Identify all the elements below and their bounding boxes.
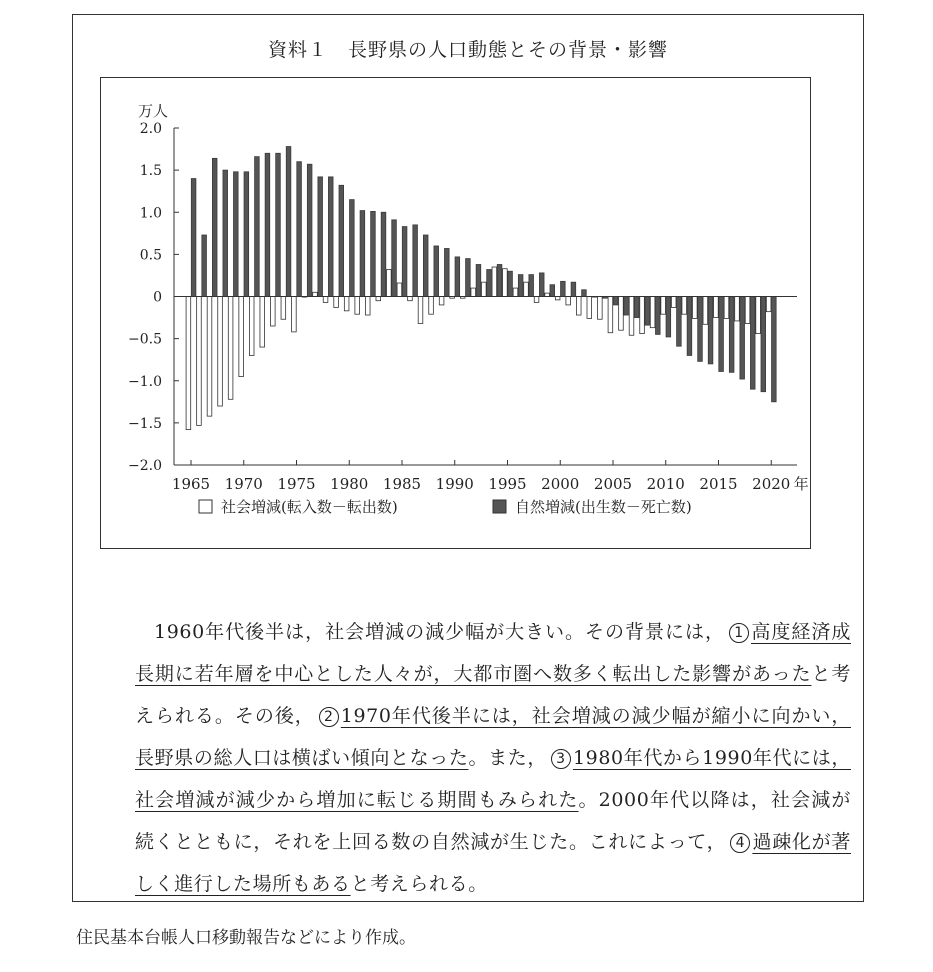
y-tick-label: 1.0 [139, 205, 162, 222]
bar-natural-change [497, 264, 502, 296]
bar-natural-change [328, 177, 333, 297]
bar-social-change [197, 297, 202, 426]
x-tick-label: 1970 [224, 475, 263, 493]
bar-natural-change [255, 157, 260, 297]
bar-natural-change [487, 270, 492, 297]
x-tick-label: 2000 [541, 475, 580, 493]
legend-swatch-social [199, 500, 212, 513]
bar-natural-change [191, 179, 196, 297]
x-tick-label: 2010 [646, 475, 685, 493]
x-tick-label: 1975 [277, 475, 316, 493]
y-tick-label: 0.5 [139, 247, 162, 264]
underlined-text-2: 1970年代後半には，社会増減の減少幅が縮小に向かい，長野県の総人口は横ばい傾向となった [135, 705, 851, 769]
passage-paragraph [135, 611, 851, 905]
bar-social-change [608, 297, 613, 333]
bar-social-change [566, 297, 571, 305]
bar-social-change [703, 297, 708, 325]
bar-natural-change [518, 275, 523, 297]
bar-natural-change [434, 246, 439, 297]
y-tick-label: −1.5 [128, 415, 162, 432]
bar-social-change [313, 292, 318, 296]
bar-social-change [492, 267, 497, 296]
bar-natural-change [423, 235, 428, 297]
y-tick-label: 0 [153, 289, 162, 306]
bar-natural-change [740, 297, 745, 380]
bar-social-change [576, 297, 581, 316]
bar-natural-change [761, 297, 766, 392]
x-tick-label: 2020 [752, 475, 791, 493]
bar-natural-change [455, 257, 460, 297]
bar-natural-change [223, 170, 228, 296]
bar-natural-change [719, 297, 724, 372]
passage-text-4: 。2000年代以降は，社会減が続くとともに，それを上回る数の自然減が生じた。これによって， [135, 789, 852, 853]
bar-natural-change [297, 162, 302, 297]
bar-social-change [587, 297, 592, 319]
bar-natural-change [202, 235, 207, 297]
chart-frame [100, 77, 811, 549]
bar-social-change [545, 293, 550, 296]
y-tick-label: −2.0 [128, 458, 162, 474]
bar-social-change [661, 297, 666, 315]
bar-natural-change [634, 297, 639, 318]
bar-social-change [735, 297, 740, 321]
bar-social-change [344, 297, 349, 311]
bar-natural-change [318, 177, 323, 297]
bar-natural-change [265, 153, 270, 296]
bar-social-change [218, 297, 223, 407]
bar-social-change [355, 297, 360, 315]
bar-social-change [207, 297, 212, 417]
marker-1: 1 [729, 623, 749, 643]
bar-social-change [766, 297, 771, 312]
bar-social-change [387, 270, 392, 297]
figure-frame [72, 14, 864, 902]
x-tick-label: 2005 [593, 475, 633, 493]
source-note: 住民基本台帳人口移動報告などにより作成。 [76, 928, 416, 948]
bar-social-change [693, 297, 698, 319]
bar-social-change [292, 297, 297, 332]
bar-natural-change [466, 259, 471, 297]
bar-natural-change [381, 212, 386, 296]
passage-text-3: 。また， [468, 747, 547, 769]
passage-text-1: 1960年代後半は，社会増減の減少幅が大きい。その背景には， [154, 621, 726, 643]
x-tick-label: 1995 [488, 475, 527, 493]
bar-natural-change [677, 297, 682, 347]
bar-social-change [239, 297, 244, 377]
bar-natural-change [550, 285, 555, 297]
bar-social-change [281, 297, 286, 320]
bar-natural-change [613, 297, 618, 305]
bar-natural-change [750, 297, 755, 390]
bar-social-change [524, 282, 529, 296]
passage [135, 611, 851, 905]
legend-label-natural: 自然増減(出生数－死亡数) [515, 498, 692, 516]
bar-natural-change [307, 164, 312, 296]
bar-social-change [640, 297, 645, 334]
bar-natural-change [413, 225, 418, 297]
bar-natural-change [244, 172, 249, 297]
underlined-text-3: 1980年代から1990年代には，社会増減が減少から増加に転じる期間もみられた [135, 747, 851, 811]
bar-social-change [271, 297, 276, 326]
x-tick-label: 1980 [330, 475, 369, 493]
bar-natural-change [539, 273, 544, 297]
bar-natural-change [339, 185, 344, 296]
passage-text-5: と考えられる。 [350, 873, 488, 895]
legend-label-social: 社会増減(転入数－転出数) [221, 498, 398, 516]
bar-natural-change [392, 220, 397, 297]
bar-social-change [482, 282, 487, 296]
passage-text-2: と考えられる。その後， [135, 663, 852, 727]
bar-social-change [471, 288, 476, 296]
bar-social-change [745, 297, 750, 324]
bar-social-change [629, 297, 634, 336]
bar-natural-change [508, 271, 513, 296]
underlined-text-4: 過疎化が著しく進行した場所もある [135, 831, 851, 895]
bar-natural-change [656, 297, 661, 335]
bar-social-change [260, 297, 265, 348]
marker-2: 2 [319, 707, 339, 727]
bar-natural-change [666, 297, 671, 337]
bar-social-change [650, 297, 655, 328]
bar-social-change [534, 297, 539, 303]
bar-social-change [418, 297, 423, 324]
bar-natural-change [402, 227, 407, 297]
x-tick-label: 1985 [382, 475, 422, 493]
bar-natural-change [561, 281, 566, 296]
bar-natural-change [476, 264, 481, 296]
bar-social-change [429, 297, 434, 315]
bar-social-change [249, 297, 254, 356]
bar-social-change [408, 297, 413, 301]
bar-social-change [503, 269, 508, 297]
bar-natural-change [445, 248, 450, 296]
population-chart [101, 78, 810, 548]
bar-social-change [724, 297, 729, 319]
bar-social-change [439, 297, 444, 305]
bar-natural-change [350, 200, 355, 297]
bar-social-change [334, 297, 339, 308]
bar-social-change [619, 297, 624, 331]
bar-social-change [682, 297, 687, 315]
bar-natural-change [371, 211, 376, 296]
marker-3: 3 [551, 749, 571, 769]
bar-social-change [376, 297, 381, 301]
bar-natural-change [624, 297, 629, 316]
bar-natural-change [212, 158, 217, 296]
bar-social-change [756, 297, 761, 334]
bar-natural-change [571, 282, 576, 296]
bar-natural-change [276, 153, 281, 296]
bar-natural-change [729, 297, 734, 373]
bar-natural-change [582, 290, 587, 297]
legend-swatch-natural [493, 500, 506, 513]
bar-natural-change [687, 297, 692, 356]
x-axis-unit-label: 年 [793, 475, 809, 493]
bar-social-change [671, 297, 676, 308]
bar-social-change [365, 297, 370, 316]
bar-natural-change [698, 297, 703, 362]
x-tick-label: 2015 [699, 475, 738, 493]
figure-title: 資料１ 長野県の人口動態とその背景・影響 [267, 39, 668, 61]
bar-natural-change [360, 211, 365, 297]
bar-social-change [397, 283, 402, 296]
bar-natural-change [708, 297, 713, 364]
bar-social-change [186, 297, 191, 430]
y-tick-label: 2.0 [139, 121, 162, 137]
bar-social-change [513, 288, 518, 296]
bar-social-change [323, 297, 328, 303]
bar-social-change [714, 297, 719, 318]
bar-natural-change [234, 172, 239, 297]
x-tick-label: 1965 [171, 475, 211, 493]
bar-natural-change [645, 297, 650, 326]
y-tick-label: −1.0 [128, 373, 162, 390]
bar-natural-change [772, 297, 777, 402]
bar-social-change [228, 297, 233, 400]
bar-social-change [598, 297, 603, 320]
underlined-text-1: 高度経済成長期に若年層を中心とした人々が，大都市圏へ数多く転出した影響があった [135, 621, 851, 685]
y-tick-label: −0.5 [128, 331, 162, 348]
bar-natural-change [529, 275, 534, 297]
y-axis-unit-label: 万人 [137, 102, 169, 120]
x-tick-label: 1990 [435, 475, 474, 493]
y-tick-label: 1.5 [139, 163, 162, 180]
marker-4: 4 [730, 833, 750, 853]
bar-natural-change [286, 147, 291, 297]
bar-social-change [555, 297, 560, 300]
